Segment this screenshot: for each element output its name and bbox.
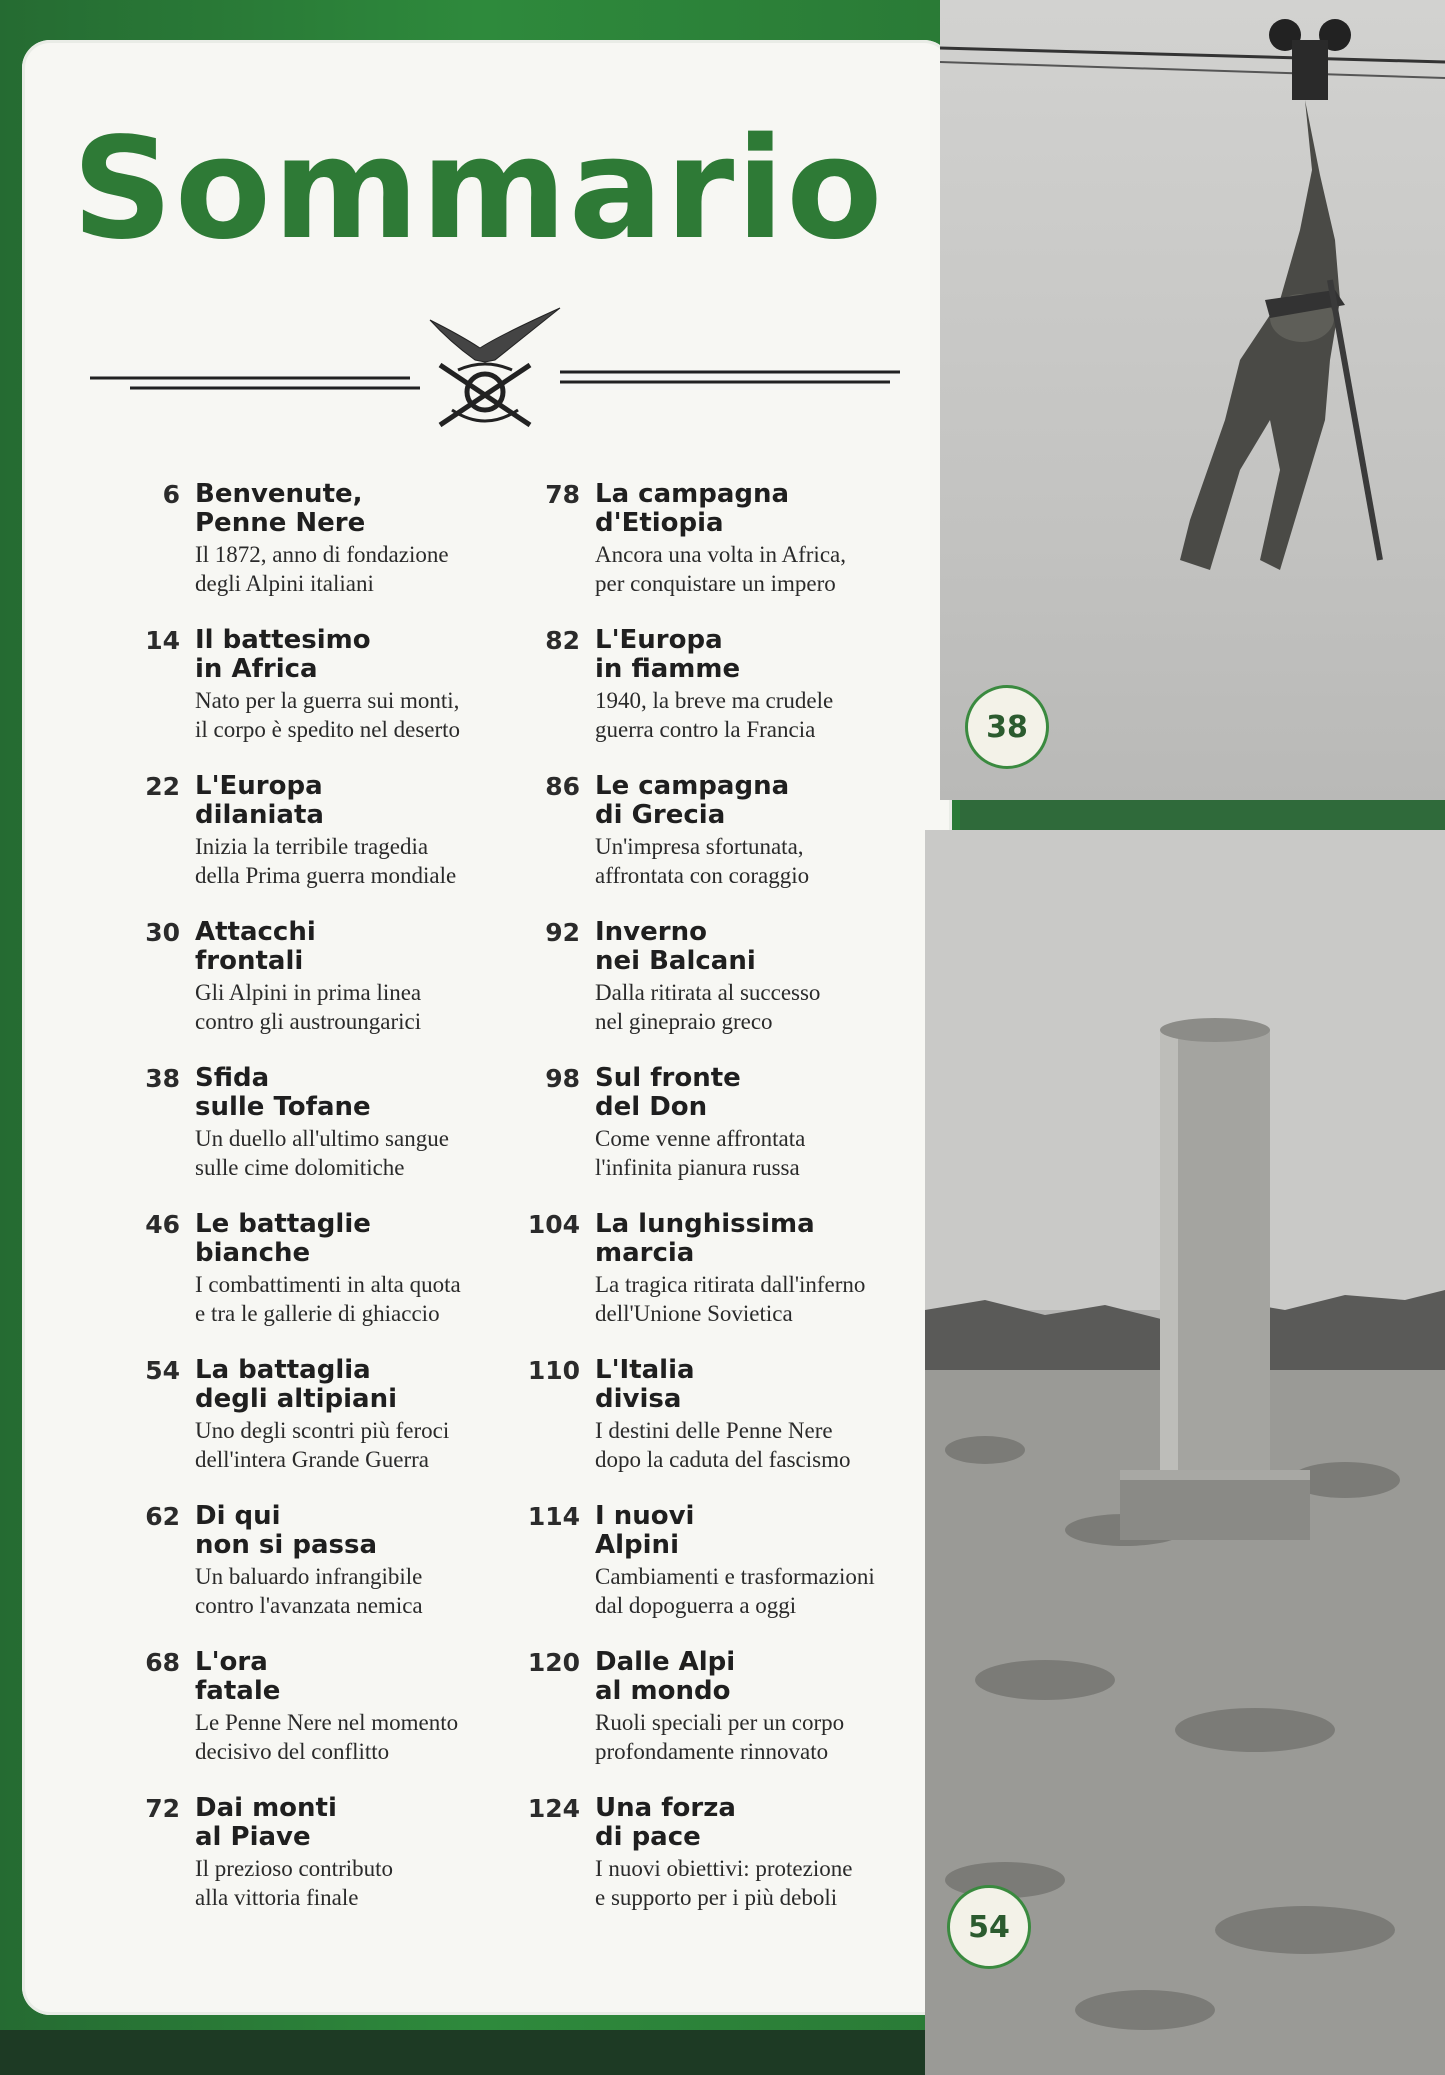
entry-title: Di qui non si passa <box>195 1501 378 1560</box>
entry-title: Sfida sulle Tofane <box>195 1063 371 1122</box>
entry-description: Il prezioso contributo alla vittoria finale <box>195 1856 394 1910</box>
emblem-divider <box>90 300 910 440</box>
entry-title: La lunghissima marcia <box>595 1209 815 1268</box>
toc-entry[interactable] <box>100 1356 500 1502</box>
page-number: 82 <box>545 626 580 655</box>
page-number: 86 <box>545 772 580 801</box>
entry-title: La battaglia degli altipiani <box>195 1355 398 1414</box>
page-badge: 38 <box>965 685 1049 769</box>
page-number: 54 <box>145 1356 180 1385</box>
photo-stone-column <box>925 830 1445 2075</box>
entry-description: Dalla ritirata al successo nel ginepraio greco <box>595 980 821 1034</box>
entry-title: La campagna d'Etiopia <box>595 479 790 538</box>
entry-description: La tragica ritirata dall'inferno dell'Unione Sovietica <box>595 1272 866 1326</box>
entry-title: Attacchi frontali <box>195 917 316 976</box>
entry-title: Benvenute, Penne Nere <box>195 479 366 538</box>
page-number: 30 <box>145 918 180 947</box>
entry-description: Ruoli speciali per un corpo profondamente rinnovato <box>595 1710 845 1764</box>
page-number: 62 <box>145 1502 180 1531</box>
toc-entry[interactable] <box>100 480 500 626</box>
entry-title: Il battesimo in Africa <box>195 625 371 684</box>
entry-title: L'Europa in fiamme <box>595 625 741 684</box>
toc-entry[interactable] <box>500 1064 900 1210</box>
toc-entry[interactable] <box>100 1648 500 1794</box>
page-number: 104 <box>527 1210 580 1239</box>
toc-entry[interactable] <box>100 1210 500 1356</box>
entry-description: Cambiamenti e trasformazioni dal dopoguerra a oggi <box>595 1564 875 1618</box>
entry-description: Uno degli scontri più feroci dell'intera Grande Guerra <box>195 1418 450 1472</box>
page-number: 38 <box>145 1064 180 1093</box>
entry-title: Le battaglie bianche <box>195 1209 371 1268</box>
page-number: 114 <box>527 1502 580 1531</box>
entry-title: Le campagna di Grecia <box>595 771 790 830</box>
toc-entry[interactable] <box>500 480 900 626</box>
entry-description: Un'impresa sfortunata, affrontata con coraggio <box>595 834 810 888</box>
entry-title: L'ora fatale <box>195 1647 281 1706</box>
entry-title: Sul fronte del Don <box>595 1063 741 1122</box>
page-number: 92 <box>545 918 580 947</box>
toc-entry[interactable] <box>100 626 500 772</box>
toc-entry[interactable] <box>100 1794 500 1940</box>
toc-entry[interactable] <box>100 918 500 1064</box>
entry-title: I nuovi Alpini <box>595 1501 695 1560</box>
entry-description: Come venne affrontata l'infinita pianura russa <box>595 1126 806 1180</box>
entry-description: Ancora una volta in Africa, per conquistare un impero <box>595 542 846 596</box>
toc-entry[interactable] <box>100 1064 500 1210</box>
entry-description: Gli Alpini in prima linea contro gli austroungarici <box>195 980 422 1034</box>
entry-title: Dai monti al Piave <box>195 1793 337 1852</box>
entry-description: I combattimenti in alta quota e tra le gallerie di ghiaccio <box>195 1272 461 1326</box>
page-number: 46 <box>145 1210 180 1239</box>
bottom-strip <box>0 2030 960 2075</box>
photo-soldier-zipline <box>940 0 1445 800</box>
entry-title: L'Italia divisa <box>595 1355 695 1414</box>
entry-description: 1940, la breve ma crudele guerra contro la Francia <box>595 688 834 742</box>
toc-entry[interactable] <box>100 772 500 918</box>
contents-column-right <box>500 480 900 1940</box>
entry-title: Inverno nei Balcani <box>595 917 756 976</box>
entry-title: Una forza di pace <box>595 1793 736 1852</box>
entry-description: Un duello all'ultimo sangue sulle cime dolomitiche <box>195 1126 449 1180</box>
toc-entry[interactable] <box>500 626 900 772</box>
page-badge: 54 <box>947 1885 1031 1969</box>
page-number: 98 <box>545 1064 580 1093</box>
page-number: 78 <box>545 480 580 509</box>
toc-entry[interactable] <box>500 1794 900 1940</box>
entry-description: Un baluardo infrangibile contro l'avanzata nemica <box>195 1564 423 1618</box>
page-number: 120 <box>527 1648 580 1677</box>
toc-entry[interactable] <box>500 1210 900 1356</box>
toc-entry[interactable] <box>100 1502 500 1648</box>
page-title: Sommario <box>72 108 885 271</box>
page-number: 14 <box>145 626 180 655</box>
page-number: 72 <box>145 1794 180 1823</box>
entry-description: Nato per la guerra sui monti, il corpo è spedito nel deserto <box>195 688 461 742</box>
contents-column-left <box>100 480 500 1940</box>
toc-entry[interactable] <box>500 1502 900 1648</box>
alpini-eagle-emblem-icon <box>430 308 560 425</box>
entry-title: L'Europa dilaniata <box>195 771 324 830</box>
soldier-zipline-illustration <box>940 0 1445 800</box>
page-number: 22 <box>145 772 180 801</box>
toc-entry[interactable] <box>500 918 900 1064</box>
entry-description: Le Penne Nere nel momento decisivo del conflitto <box>195 1710 459 1764</box>
page-number: 124 <box>527 1794 580 1823</box>
entry-title: Dalle Alpi al mondo <box>595 1647 736 1706</box>
toc-entry[interactable] <box>500 1356 900 1502</box>
toc-entry[interactable] <box>500 1648 900 1794</box>
entry-description: Il 1872, anno di fondazione degli Alpini italiani <box>195 542 449 596</box>
entry-description: I destini delle Penne Nere dopo la caduta del fascismo <box>595 1418 851 1472</box>
page-number: 68 <box>145 1648 180 1677</box>
page-number: 110 <box>527 1356 580 1385</box>
page-number: 6 <box>162 480 180 509</box>
entry-description: I nuovi obiettivi: protezione e supporto per i più deboli <box>595 1856 853 1910</box>
toc-entry[interactable] <box>500 772 900 918</box>
entry-description: Inizia la terribile tragedia della Prima guerra mondiale <box>195 834 457 888</box>
